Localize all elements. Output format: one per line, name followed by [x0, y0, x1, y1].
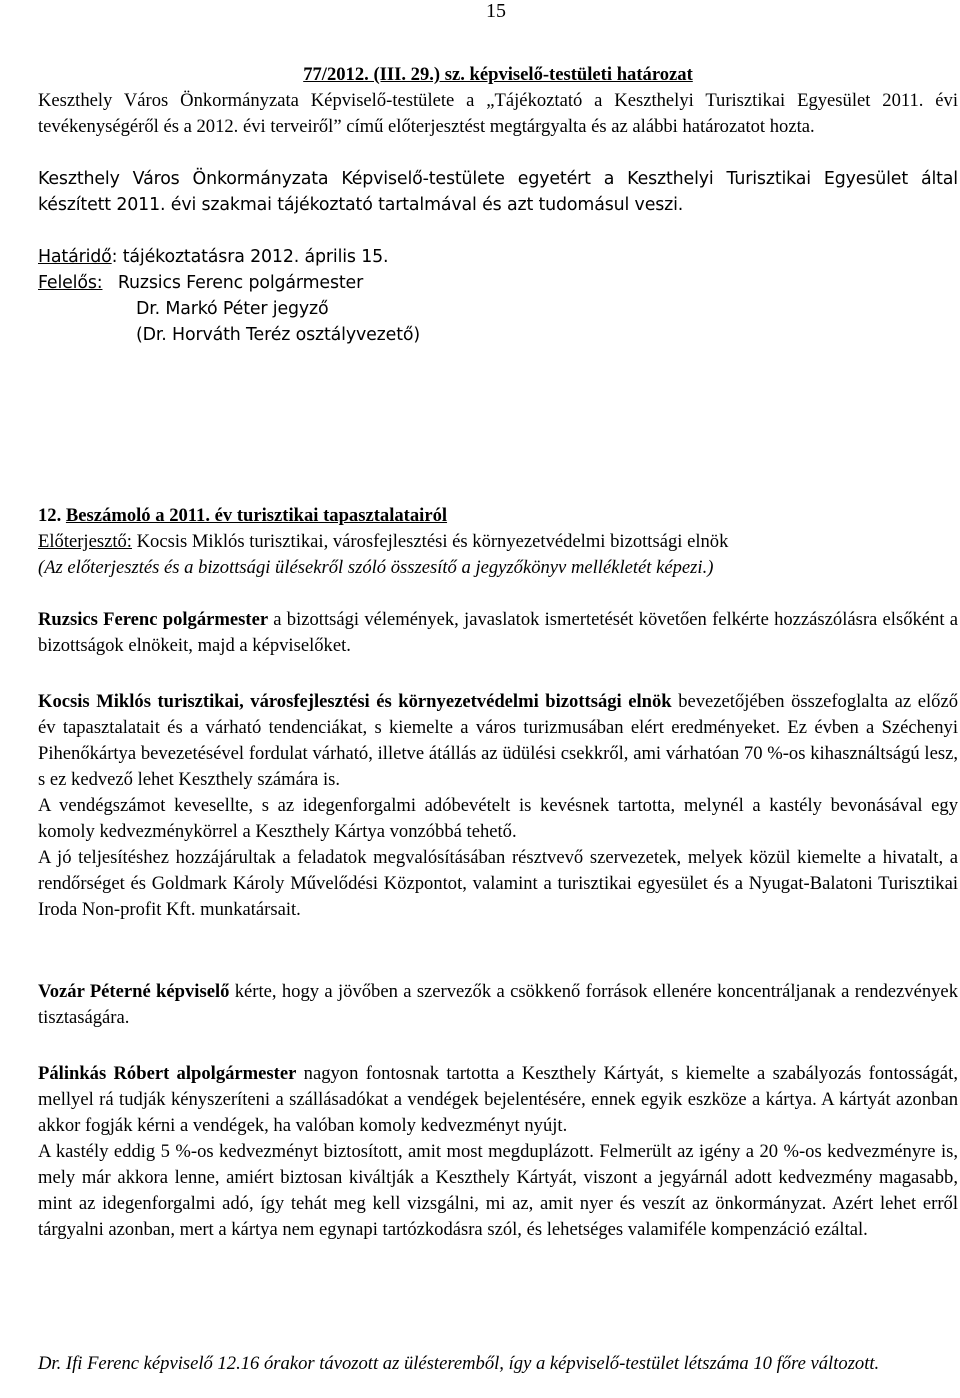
resolution-title: 77/2012. (III. 29.) sz. képviselő-testületi határozat [303, 64, 693, 85]
resolution-intro: Keszthely Város Önkormányzata Képviselő-testülete a „Tájékoztató a Keszthelyi Turisztikai Egyesület 2011. évi tevékenységéről és a 2012. évi terveiről” című előterjesztést megtárgyalta és az alábbi határozatot hozta. [38, 90, 958, 137]
responsible-label: Felelős: [38, 273, 103, 293]
deadline-value: : tájékoztatásra 2012. április 15. [111, 247, 389, 267]
paragraph-4: A jó teljesítéshez hozzájárultak a feladatok megvalósításában résztvevő szervezetek, melyek közül kiemelte a hivatalt, a rendőrséget és Goldmark Károly Művelődési Központot, valamint a turisztikai egyesület és a Nyugat-Balatoni Turisztikai Iroda Non-profit Kft. munkatársait. [38, 847, 958, 920]
section-note: (Az előterjesztés és a bizottsági ülésekről szóló összesítő a jegyzőkönyv mellékletét képezi.) [38, 557, 714, 578]
paragraph-1: Ruzsics Ferenc polgármester a bizottsági vélemények, javaslatok ismertetését követően felkérte hozzászólásra elsőként a bizottságok elnökeit, majd a képviselőket. [38, 609, 958, 656]
paragraph-2: Kocsis Miklós turisztikai, városfejlesztési és környezetvédelmi bizottsági elnök bevezetőjében összefoglalta az előző év tapasztalatait és a várható tendenciákat, s kiemelte a város turizmusában elért eredményeket. Ez évben a Széchenyi Pihenőkártya bevezetésével fordulat várható, illetve átállás az üdülési csekkről, ami várhatóan 70 %-os kihasználtságú lesz, s ez kedvező lehet Keszthely számára is. [38, 691, 958, 790]
responsible-2: Dr. Markó Péter jegyző [136, 299, 329, 319]
paragraph-8: Dr. Ifi Ferenc képviselő 12.16 órakor távozott az ülésteremből, így a képviselő-testület létszáma 10 főre változott. [38, 1353, 880, 1374]
speaker-name: Kocsis Miklós turisztikai, városfejlesztési és környezetvédelmi bizottsági elnök [38, 691, 672, 712]
discussion-2 [38, 1061, 958, 1243]
speaker-name: Vozár Péterné képviselő [38, 981, 230, 1002]
resolution-body: Keszthely Város Önkormányzata Képviselő-testülete egyetért a Keszthelyi Turisztikai Egyesület által készített 2011. évi szakmai tájékoztató tartalmával és azt tudomásul veszi. [38, 169, 958, 215]
section-heading [38, 503, 958, 529]
presenter-label: Előterjesztő: [38, 531, 132, 552]
paragraph-7: A kastély eddig 5 %-os kedvezményt biztosított, amit most megduplázott. Felmerült az igény a 20 %-os kedvezményre is, mely már akkora lenne, amiért biztosan kiváltják a Keszthely Kártyát, viszont a jegyárnál adott kedvezmény magasabb, mint az idegenforgalmi adó, így tehát meg kell vizsgálni, mi az, amit nyer és veszít az önkormányzat. Azért lehet erről tárgyalni azonban, mert a kártya nem egynapi tartózkodásra szól, és lehetséges valamiféle kompenzáció ezáltal. [38, 1141, 958, 1240]
speaker-name: Pálinkás Róbert alpolgármester [38, 1063, 297, 1084]
discussion [38, 689, 958, 923]
responsible-1: Ruzsics Ferenc polgármester [117, 273, 364, 293]
speaker-name: Ruzsics Ferenc polgármester [38, 609, 269, 630]
section-title: Beszámoló a 2011. év turisztikai tapasztalatairól [65, 505, 448, 526]
resolution-meta [38, 244, 958, 348]
deadline-label: Határidő [38, 247, 112, 267]
deadline-row [38, 244, 958, 270]
section-header [38, 503, 958, 581]
responsible-row [38, 270, 958, 296]
page-number: 15 [486, 0, 506, 22]
section-number: 12. [38, 505, 62, 526]
paragraph-5: Vozár Péterné képviselő kérte, hogy a jövőben a szervezők a csökkenő források ellenére koncentráljanak a rendezvények tisztaságára. [38, 981, 958, 1028]
paragraph-3: A vendégszámot kevesellte, s az idegenforgalmi adóbevételt is kevésnek tartotta, melynél a kastély bevonásával egy komoly kedvezménykörrel a Keszthely Kártya vonzóbbá tehető. [38, 795, 958, 842]
presenter-line [38, 529, 958, 555]
presenter-value: Kocsis Miklós turisztikai, városfejlesztési és környezetvédelmi bizottsági elnök [131, 531, 729, 552]
page-content [38, 0, 958, 1398]
paragraph-6: Pálinkás Róbert alpolgármester nagyon fontosnak tartotta a Keszthely Kártyát, s kiemelte a szabályozás fontosságát, mellyel rá tudják kényszeríteni a szállásadókat a vendégek bejelentésére, ennek egyik eszköze a kártya. A kártyát azonban akkor fogják kérni a vendégek, ha valóban komoly kedvezményt nyújt. [38, 1063, 958, 1136]
responsible-3: (Dr. Horváth Teréz osztályvezető) [136, 325, 420, 345]
